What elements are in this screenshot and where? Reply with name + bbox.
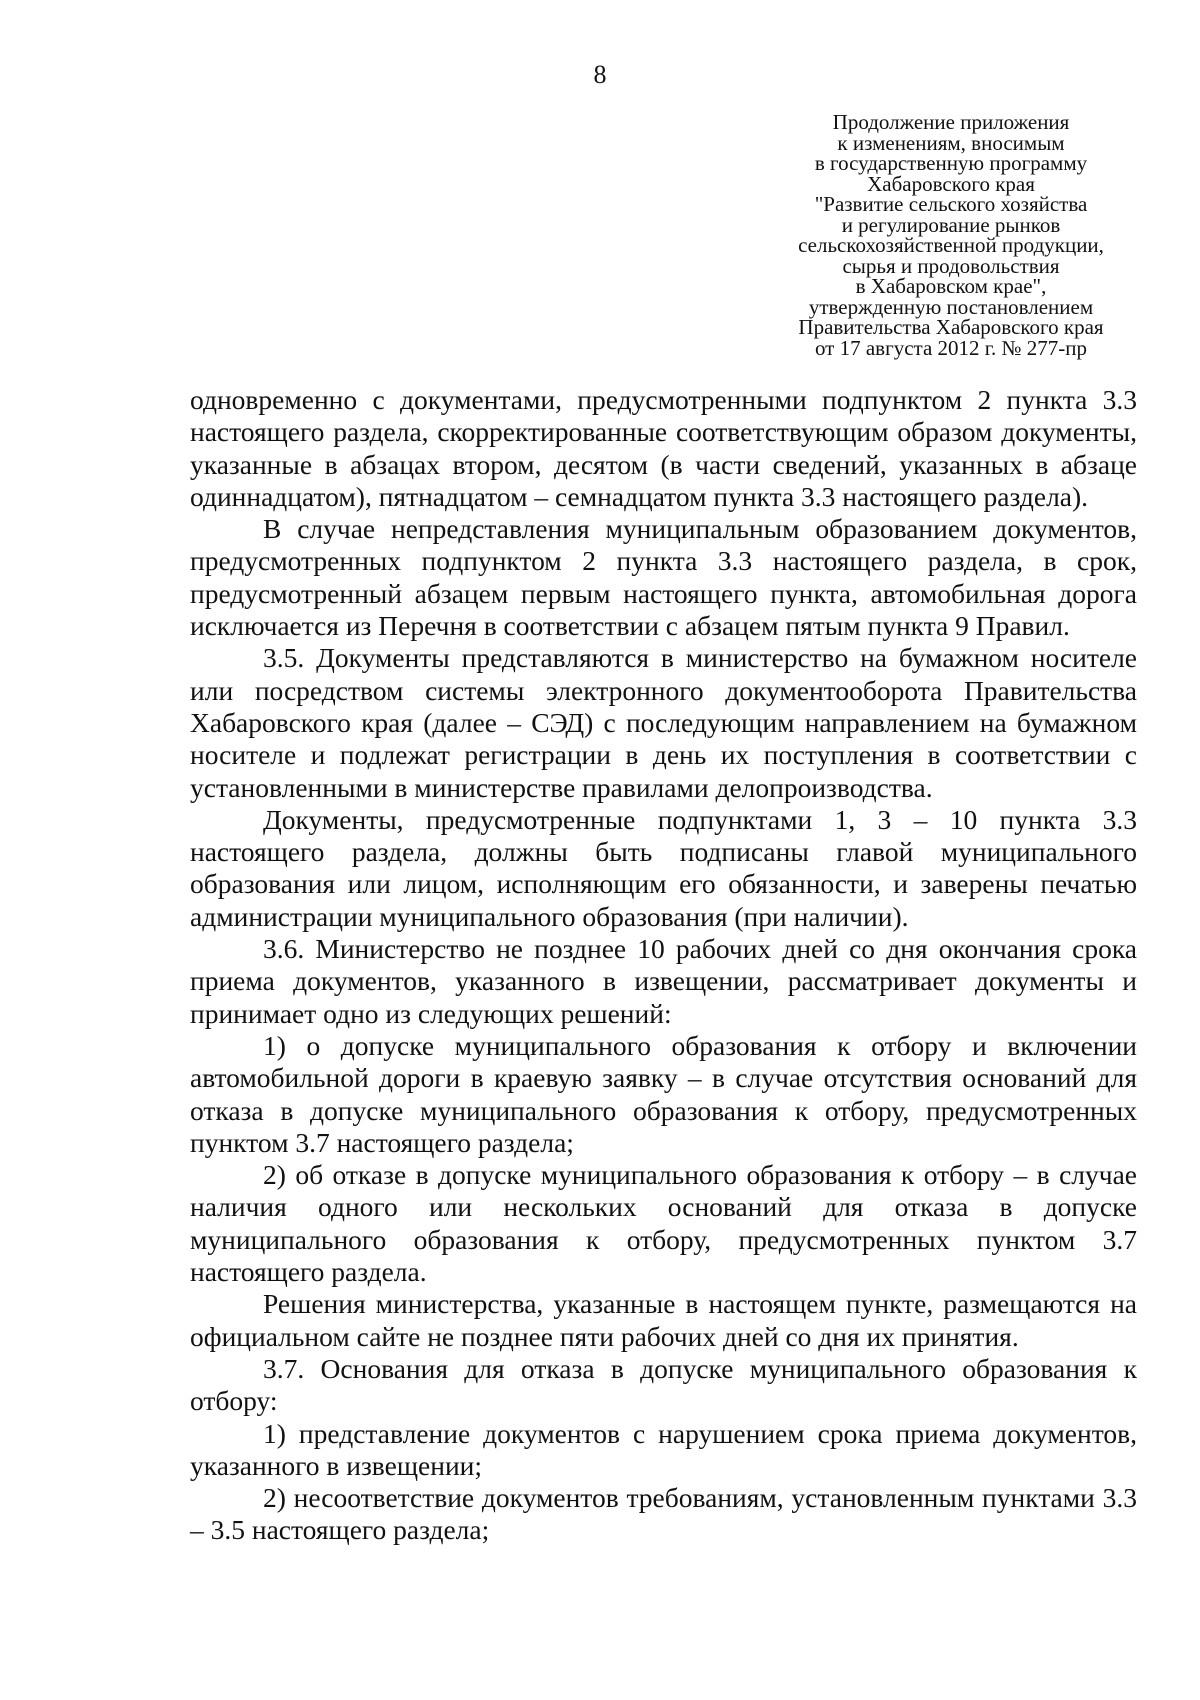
annex-header-line: и регулирование рынков xyxy=(841,212,1061,237)
paragraph-3-6-item-1: 1) о допуске муниципального образования к отбору и включении автомобильной дороги в краевую заявку – в случае отсутствия оснований для отказа в допуске муниципального образования к отбору, предусмотренных пунктом 3.7 настоящего раздела; xyxy=(190,1029,1137,1158)
annex-header-line: к изменениям, вносимым xyxy=(837,130,1065,155)
paragraph-3-7: 3.7. Основания для отказа в допуске муниципального образования к отбору: xyxy=(190,1352,1137,1417)
annex-header-line: Правительства Хабаровского края xyxy=(798,315,1104,339)
paragraph-continuation: одновременно с документами, предусмотренными подпунктом 2 пункта 3.3 настоящего раздела, скорректированные соответствующим образом документы, указанные в абзацах втором, десятом (в части сведений, указанных в абзаце одиннадцатом), пятнадцатом – семнадцатом пункта 3.3 настоящего раздела). xyxy=(190,384,1137,512)
paragraph-signature-requirements: Документы, предусмотренные подпунктами 1, 3 – 10 пункта 3.3 настоящего раздела, должны быть подписаны главой муниципального образования или лицом, исполняющим его обязанности, и заверены печатью администрации муниципального образования (при наличии). xyxy=(190,803,1137,932)
annex-header-line: сырья и продовольствия xyxy=(842,253,1060,278)
annex-header-line: "Развитие сельского хозяйства xyxy=(814,192,1088,216)
page-number: 8 xyxy=(593,60,607,89)
annex-header-line: в Хабаровском крае", xyxy=(855,274,1047,298)
annex-header-line: Хабаровского края xyxy=(867,171,1035,196)
paragraph-3-7-item-1: 1) представление документов с нарушением срока приема документов, указанного в извещении; xyxy=(190,1417,1137,1481)
annex-header-line: от 17 августа 2012 г. № 277-пр xyxy=(814,335,1088,360)
paragraph-3-6: 3.6. Министерство не позднее 10 рабочих дней со дня окончания срока приема документов, указанного в извещении, рассматривает документы и принимает одно из следующих решений: xyxy=(190,933,1137,1029)
annex-header-line: сельскохозяйственной продукции, xyxy=(798,233,1104,257)
paragraph-non-submission: В случае непредставления муниципальным образованием документов, предусмотренных подпунктом 2 пункта 3.3 настоящего раздела, в срок, предусмотренный абзацем первым настоящего пункта, автомобильная дорога исключается из Перечня в соответствии с абзацем пятым пункта 9 Правил. xyxy=(190,513,1137,642)
annex-header-line: утвержденную постановлением xyxy=(808,294,1094,319)
annex-header xyxy=(760,112,1142,358)
paragraph-decisions-publication: Решения министерства, указанные в настоящем пункте, размещаются на официальном сайте не позднее пяти рабочих дней со дня их принятия. xyxy=(190,1288,1137,1352)
paragraph-3-7-item-2: 2) несоответствие документов требованиям, установленным пунктами 3.3 – 3.5 настоящего раздела; xyxy=(190,1482,1137,1546)
annex-header-line: Продолжение приложения xyxy=(832,110,1070,134)
annex-header-line: в государственную программу xyxy=(814,151,1088,175)
paragraph-3-5: 3.5. Документы представляются в министерство на бумажном носителе или посредством системы электронного документооборота Правительства Хабаровского края (далее – СЭД) с последующим направлением на бумажном носителе и подлежат регистрации в день их поступления в соответствии с установленными в министерстве правилами делопроизводства. xyxy=(190,642,1137,803)
document-body xyxy=(190,384,1137,1547)
paragraph-3-6-item-2: 2) об отказе в допуске муниципального образования к отбору – в случае наличия одного или нескольких оснований для отказа в допуске муниципального образования к отбору, предусмотренных пунктом 3.7 настоящего раздела. xyxy=(190,1159,1137,1288)
